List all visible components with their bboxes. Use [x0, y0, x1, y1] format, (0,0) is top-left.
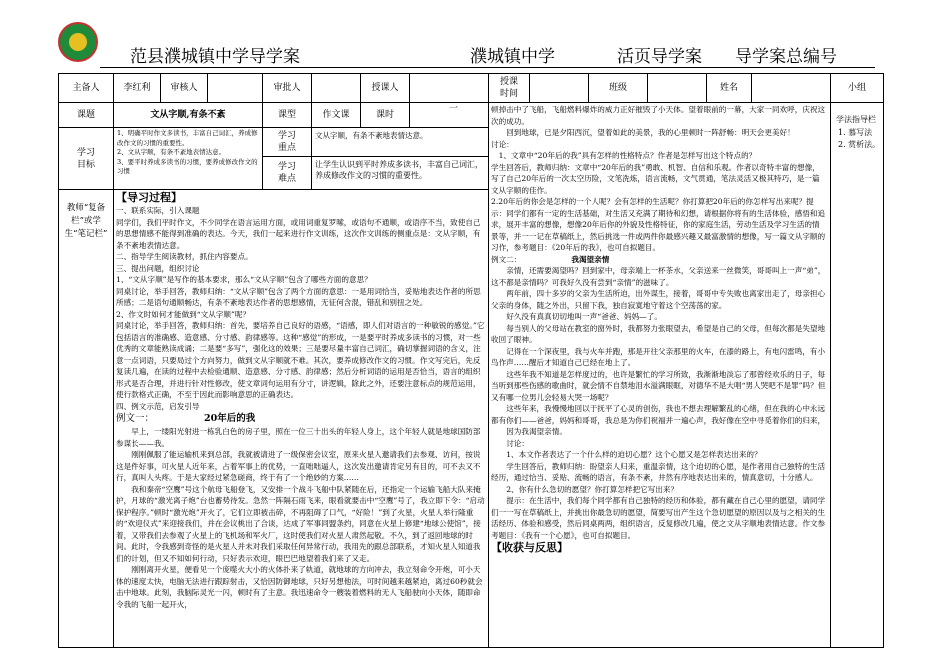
- topic-value: 文从字顺,有条不紊: [113, 102, 263, 128]
- answer-1: 同桌讨论，举手回答，教师归纳：“文从字顺”包含了两个方面的意思：一是用词恰当，妥贴地表达作者的所思所感；二是语句通顺畅达，有条不紊地表达作者的思想感情，无征何含混，错乱和别扭之处。: [116, 286, 481, 307]
- example-2-para-5: 记得在一个深夜里，我与火车并跑，那是开往父亲那里的火车，在漆的路上，有电闪雷鸣，有小鸟作声……醒后才知道自己已经在地上了。: [491, 346, 826, 367]
- study-method-column: [830, 102, 884, 648]
- teacher-notes-column: 教师“复备栏”或学生“笔记栏”: [58, 189, 114, 648]
- example-1-para-6: 回到地球，已是夕阳西沉，望着如此的美景，我的心里顿时一阵舒畅：明天会更美好！: [506, 128, 795, 137]
- difficulties-value: 让学生认识到平时养成多读书，丰富自己词汇，养成修改作文的习惯的重要性。: [311, 156, 489, 190]
- example-1-title: 20年后的我: [204, 413, 256, 424]
- example-1-para-2: 刚刚佩服了能运输机来到总部，我就被请进了一级保密会议室，原来火星人邀请我们去参观、访问，按说这是件好事，可火星人近年来，占着军事上的优势，一直咄咄逼人，这次发出邀请肯定另有目的，可不去又不行，真叫人头疼。于是大家经过紧急磋商，终于有了一个绝妙的方案……: [116, 450, 481, 482]
- question-2: 2、作文时如何才能做到“文从字顺”呢？: [116, 309, 251, 319]
- study-method-items: 1. 慕写法 2. 赏析法。: [838, 128, 881, 149]
- discussion-2-question-2: 2、你有什么急切的愿望？你打算怎样把它写出来？: [506, 484, 679, 494]
- preparer-name: 李红利: [113, 73, 161, 103]
- discussion-2-answer-1: 学生回答后，教师归纳：盼望亲人归来，重温亲情，这个迫切的心愿，是作者用自己独特的生活经历，通过恰当、妥贴、流畅的语言，有条不紊，井然有序地表达出来的，情真意切，十分感人。: [491, 461, 826, 482]
- lesson-type-label: 课型: [262, 102, 312, 128]
- class-time-value[interactable]: [529, 73, 589, 103]
- summary-heading: 【收获与反思】: [491, 541, 568, 554]
- discussion-label: 讨论：: [491, 139, 514, 149]
- name-label: 姓名: [706, 73, 752, 103]
- example-2-para-1: 亲情，还需要渴望吗？回到家中，母亲端上一杯茶水，父亲送来一丝微笑，哥哥叫上一声“弟”，这不都是亲情吗？可我好久没有尝到“亲情”的滋味了。: [491, 266, 826, 287]
- example-2-label: 例文二：: [491, 254, 522, 264]
- class-time-label: 授课 时间: [488, 73, 530, 103]
- header-doc-type: 活页导学案: [617, 47, 702, 67]
- difficulties-label: 学习 难点: [262, 156, 312, 190]
- discussion-2-hint: 提示：在生活中，我们每个同学都有自己独特的经历和体验，都有藏在自己心里的愿望，请同学们一一写在草稿纸上，并挑出你最急切的愿望，简要写出产生这个急切愿望的原因以及与之相关的生活经历、体验和感受，然后同桌两两，组织语言，反复修改几遍，使之文从字顺地表情达意。作文参考题目：《我有一个心愿》，也可自拟题目。: [491, 496, 826, 540]
- step-4: 四、例文示范，启发引导: [116, 401, 200, 411]
- guided-learning-text: [116, 191, 485, 647]
- learning-goals-list: 1、明确平时作文多读书，丰富自己词汇，养成修改作文的习惯的重要性。 2、文从字顺，有条不紊地表情达意。 3、要平时养成多读书的习惯，要养成修改作文的习惯: [113, 127, 263, 190]
- example-2-para-7: 这些年来，我慢慢地回以于抚平了心灵的创伤，我也不想去理解繁乱的心绪，但在我的心中永远都有你们——爸爸，妈妈和哥哥，我总是为你们祝福并一遍心声，我好像在空中寻觅着你们的归来，: [491, 404, 826, 425]
- discussion-question-1: 1、文章中“20年后的我”具有怎样的性格特点？作者是怎样写出这个特点的？: [498, 151, 757, 160]
- preparer-label: 主备人: [58, 73, 114, 103]
- approver-value[interactable]: [311, 73, 361, 103]
- study-method-title: 学法指导栏: [836, 115, 876, 124]
- example-1-para-3: 我和秦帝“空鹰”号这个航母飞船登飞，又安排一个战斗飞船中队紧随在后，还指定一个运输飞船大队来掩护，月球的“激光离子炮”台也蓄势待发。急然一阵隔石雨飞来，眼看就要击中“空鹰”号了，我立即下令：“启动保护程序。”顿时“激光炮”开火了，它们立即被击碎，不再阻碍了口气，“好险！”到了火星，火星人举行隆重的“欢迎仪式”来迎接我们，并在会议桃出了合谈，达成了军事同盟条约，同意在火星上修建“地球公使馆”，接着，又带我们去参观了火星上的飞机场和军火厂，这时使我们对火星人肃然起敬。不久，到了返回地球的时间。此时，令我感到奇怪的是火星人并未对我们采取任何异常行动，我用先的跟总部联系，才知火星人知道我们的计划，但又不知如何行动，只好表示欢迎，眼巴巴地望着我们来了又走。: [116, 484, 485, 563]
- name-value[interactable]: [751, 73, 831, 103]
- example-2-para-4: 每当别人的父母站在教室的窗外时，我都努力张眼望去，希望是自己的父母，但每次都是失望地收回了眼神。: [491, 323, 826, 344]
- discussion-answer-1: 学生回答后，教师归纳：文章中“20年后的我”勇敢、机智、自信和乐观。作者以奇特丰富的想像，写了自己20年后的一次太空历险，文笔洗炼，语言流畅，文气贯通，笔法灵活又极其特巧，是一篇文从字顺的佳作。: [491, 162, 820, 195]
- example-2-para-6: 这些年我不知道是怎样度过的，也许是繁忙的学习所致，我渐渐地淡忘了那曾经欢乐的日子，每当听到那些伤感的歌曲时，就会情不自禁地泪水溢满眼眶，对德华不是大唱“男人哭吧不是罪”吗？但又有哪一位男儿会轻易大哭一场呢？: [491, 369, 826, 402]
- example-1-label: 例文一：: [116, 413, 155, 424]
- periods-label: 课时: [360, 102, 410, 128]
- class-value[interactable]: [647, 73, 707, 103]
- key-points-value: 文从字顺，有条不紊地表情达意。: [311, 127, 489, 157]
- discussion-question-2: 2.20年后的你会是怎样的一个人呢？会有怎样的生活呢？你打算把20年后的你怎样写出来呢？提示：同学们都有一定的生活基础，对生活又充满了期待和幻想，请根据你将有的生活体验，感悟和追求，展开丰富的想像，想像20年后你的外貌及性格特征，你的家庭生活，劳动生活及学习生活的情景等，并一一记在草稿纸上，然后挑选一件或两件你最感兴趣又最富激情的想像，写一篇文从字顺的习作，参考题目：《20年后的我》，也可自拟题目。: [491, 197, 826, 252]
- guided-learning-heading: 【导习过程】: [116, 191, 182, 204]
- example-2-para-2: 两年前，四十多岁的父亲为生活所迫，出外谋生，接着，哥哥中专失败也离家出走了，母亲担心父亲的身体，随之外出，只留下我，独自寂寞地守着这个空荡荡的家。: [491, 289, 826, 310]
- class-label: 班级: [588, 73, 648, 103]
- step-2: 二、指导学生阅读教材，抓住内容要点。: [116, 252, 253, 261]
- school-logo: [58, 22, 98, 62]
- teacher-value[interactable]: [409, 73, 489, 103]
- question-1: 1、“文从字顺”是写作的基本要求，那么“文从字顺”包含了哪些方面的意思？: [116, 275, 372, 284]
- example-1-para-5: 顿掉击中了飞船，飞船燃料爆炸的威力正好摧毁了小天体。望着眼前的一幕，大家一同欢呼，庆祝这次的成功。: [491, 105, 826, 126]
- learning-goals-label: 学习 目标: [58, 127, 114, 190]
- header-school-name: 濮城镇中学: [470, 47, 555, 67]
- discussion-2-label: 讨论：: [506, 438, 529, 448]
- reviewer-value[interactable]: [207, 73, 263, 103]
- discussion-2-question-1: 1、本文作者表达了一个什么样的迫切心愿？这个心愿又是怎样表达出来的？: [506, 450, 762, 459]
- example-2-title: 我渴望亲情: [571, 254, 610, 264]
- step-3: 三、提出问题，组织讨论: [116, 263, 200, 273]
- header-school-title: 范县濮城镇中学导学案: [130, 47, 300, 67]
- header-doc-number-label: 导学案总编号: [735, 47, 837, 67]
- topic-label: 课题: [58, 102, 114, 128]
- step-1: 一、联系实际，引入课题: [116, 206, 200, 215]
- teacher-label: 授课人: [360, 73, 410, 103]
- lesson-type-value: 作文课: [311, 102, 361, 128]
- reviewer-label: 审核人: [160, 73, 208, 103]
- step-1-text: 同学们，我们平时作文，不少同学在语言运用方面，或用词重复罗嗦，或语句不通顺，或语序不当，致使自己的思想情感不能得到准确的表达。今天，我们一起来进行作文训练，这次作文训练的侧重点是：文从字顺，有条不紊地表情达意。: [116, 217, 481, 250]
- group-label: 小组: [830, 73, 884, 103]
- answer-2: 同桌讨论，举手回答，教师归纳：首先，要培养自己良好的语感，“语感，即人们对语言的一种敏锐的感觉。”它包括语言的准确感、造意感、分寸感、韵律感等。这种“感觉”的形成，一是要平时养成多读书的习惯，对一些优秀的文章能熟读成诵；二是要“多写”，强化这的效果；三是要尽量丰富自己词汇，确切掌握词语的含义，注意一点词语，只要局过个方向努力，做到文从字顺就不难。其次，要养成修改作文的习惯。作文写完后，先反复读几遍，在读的过程中去检验通顺、造意感、分寸感、韵律感；然后分析词语的运用是否恰当，语言的组织形式是否合理，并进行针对性修改，使文章词句运用有分寸，讲逻辑，除此之外，还要注意标点的规范运用，使行款格式正确，不至于因此而影响意思的正确表达。: [116, 321, 485, 399]
- key-points-label: 学习 重点: [262, 127, 312, 157]
- example-2-para-8: 因为我渴望亲情。: [506, 427, 567, 436]
- header-underline: [100, 67, 875, 68]
- example-2-para-3: 好久没有真真切切地叫一声“爸爸、妈妈—了。: [506, 312, 662, 321]
- continuation-text: [491, 104, 827, 646]
- approver-label: 审批人: [262, 73, 312, 103]
- example-1-para-4: 刚刚离开火星，便看见一个庞噬火大小的火体扑来了轨道，就地球的方向冲去，我立刻命令开炮，可小天体的速度太快，电脑无法进行跟踪射击，又恰因防御地球，只好另想他法，可时间越来越紧迫，离过60秒就会击中地球。此刻，我脑际灵光一闪，顿时有了主意。我迅速命令一艘装着燃料的无人飞船驶向小天体，随即命令我的飞船一起开火，: [116, 565, 483, 609]
- periods-value: 一: [409, 102, 489, 128]
- example-1-para-1: 早上，一缕阳光射进一栋乳白色的房子里，照在一位三十出头的年轻人身上，这个年轻人就是地球国防部参谋长——我。: [116, 427, 481, 448]
